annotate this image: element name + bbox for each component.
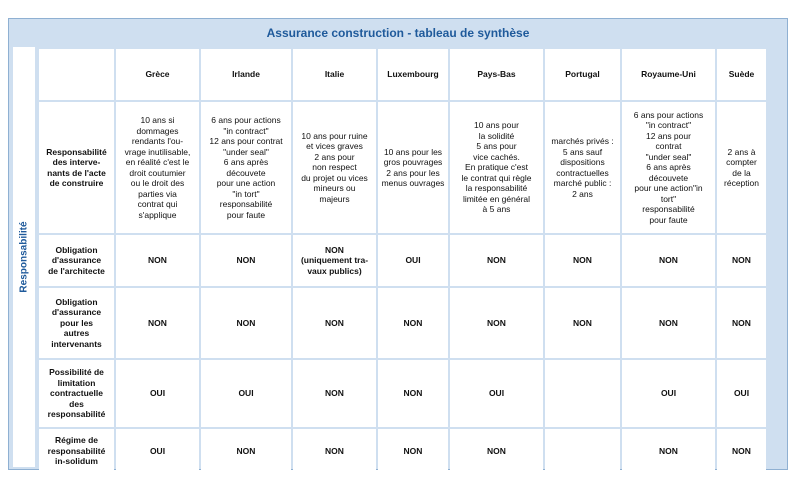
table-row <box>39 235 766 286</box>
table-cell: 10 ans si dommages rendants l'ou- vrage inutilisable, en réalité c'est le droit coutumier ou le droit des parties via contrat qui s'applique <box>116 102 199 233</box>
synthesis-table <box>37 47 768 475</box>
table-cell: NON <box>622 288 715 358</box>
table-title: Assurance construction - tableau de synthèse <box>266 26 530 40</box>
table-row <box>39 288 766 358</box>
table-cell <box>545 360 620 427</box>
table-cell: NON <box>293 429 376 473</box>
table-cell: OUI <box>717 360 766 427</box>
row-header: Régime de responsabilité in-solidum <box>39 429 114 473</box>
table-cell: NON <box>201 235 291 286</box>
row-header: Possibilité de limitation contractuelle des responsabilité <box>39 360 114 427</box>
table-cell: NON <box>293 288 376 358</box>
table-cell: NON <box>378 360 448 427</box>
table-cell: 10 ans pour ruine et vices graves 2 ans pour non respect du projet ou vices mineurs ou majeurs <box>293 102 376 233</box>
table-cell: OUI <box>116 429 199 473</box>
column-header: Royaume-Uni <box>622 49 715 100</box>
table-cell: 6 ans pour actions "in contract" 12 ans pour contrat "under seal" 6 ans après découvete pour une action"in tort" responsabilité pour faute <box>622 102 715 233</box>
table-cell: OUI <box>201 360 291 427</box>
table-cell: NON <box>201 288 291 358</box>
side-label: Responsabilité <box>18 221 30 293</box>
table-frame <box>8 18 788 470</box>
row-header: Responsabilité des interve- nants de l'acte de construire <box>39 102 114 233</box>
table-cell: NON <box>450 429 543 473</box>
table-cell: NON <box>450 288 543 358</box>
table-cell: NON <box>116 235 199 286</box>
table-cell <box>545 429 620 473</box>
table-cell: NON <box>116 288 199 358</box>
column-header: Grèce <box>116 49 199 100</box>
column-header: Luxembourg <box>378 49 448 100</box>
table-row <box>39 360 766 427</box>
table-cell: 2 ans à compter de la réception <box>717 102 766 233</box>
table-cell: OUI <box>116 360 199 427</box>
column-header: Portugal <box>545 49 620 100</box>
table-cell: NON <box>717 288 766 358</box>
table-cell: NON <box>717 429 766 473</box>
table-cell: NON <box>545 288 620 358</box>
column-header: Pays-Bas <box>450 49 543 100</box>
row-header: Obligation d'assurance de l'architecte <box>39 235 114 286</box>
corner-cell <box>39 49 114 100</box>
table-cell: 6 ans pour actions "in contract" 12 ans pour contrat "under seal" 6 ans après découvete pour une action "in tort" responsabilité pour faute <box>201 102 291 233</box>
table-cell: NON <box>545 235 620 286</box>
column-header: Italie <box>293 49 376 100</box>
column-header: Suède <box>717 49 766 100</box>
side-label-cell <box>13 47 35 467</box>
table-cell: NON <box>378 288 448 358</box>
table-cell: NON <box>293 360 376 427</box>
table-cell: NON (uniquement tra- vaux publics) <box>293 235 376 286</box>
row-header: Obligation d'assurance pour les autres intervenants <box>39 288 114 358</box>
table-cell: NON <box>622 429 715 473</box>
column-header: Irlande <box>201 49 291 100</box>
table-cell: 10 ans pour la solidité 5 ans pour vice cachés. En pratique c'est le contrat qui règle la responsabilité limitée en général à 5 ans <box>450 102 543 233</box>
header-row <box>39 49 766 100</box>
table-row <box>39 429 766 473</box>
table-cell: OUI <box>450 360 543 427</box>
table-cell: marchés privés : 5 ans sauf dispositions contractuelles marché public : 2 ans <box>545 102 620 233</box>
table-cell: NON <box>717 235 766 286</box>
table-cell: NON <box>201 429 291 473</box>
table-cell: OUI <box>622 360 715 427</box>
table-cell: NON <box>378 429 448 473</box>
table-cell: NON <box>450 235 543 286</box>
table-cell: OUI <box>378 235 448 286</box>
table-row <box>39 102 766 233</box>
table-cell: 10 ans pour les gros pouvrages 2 ans pour les menus ouvrages <box>378 102 448 233</box>
table-cell: NON <box>622 235 715 286</box>
